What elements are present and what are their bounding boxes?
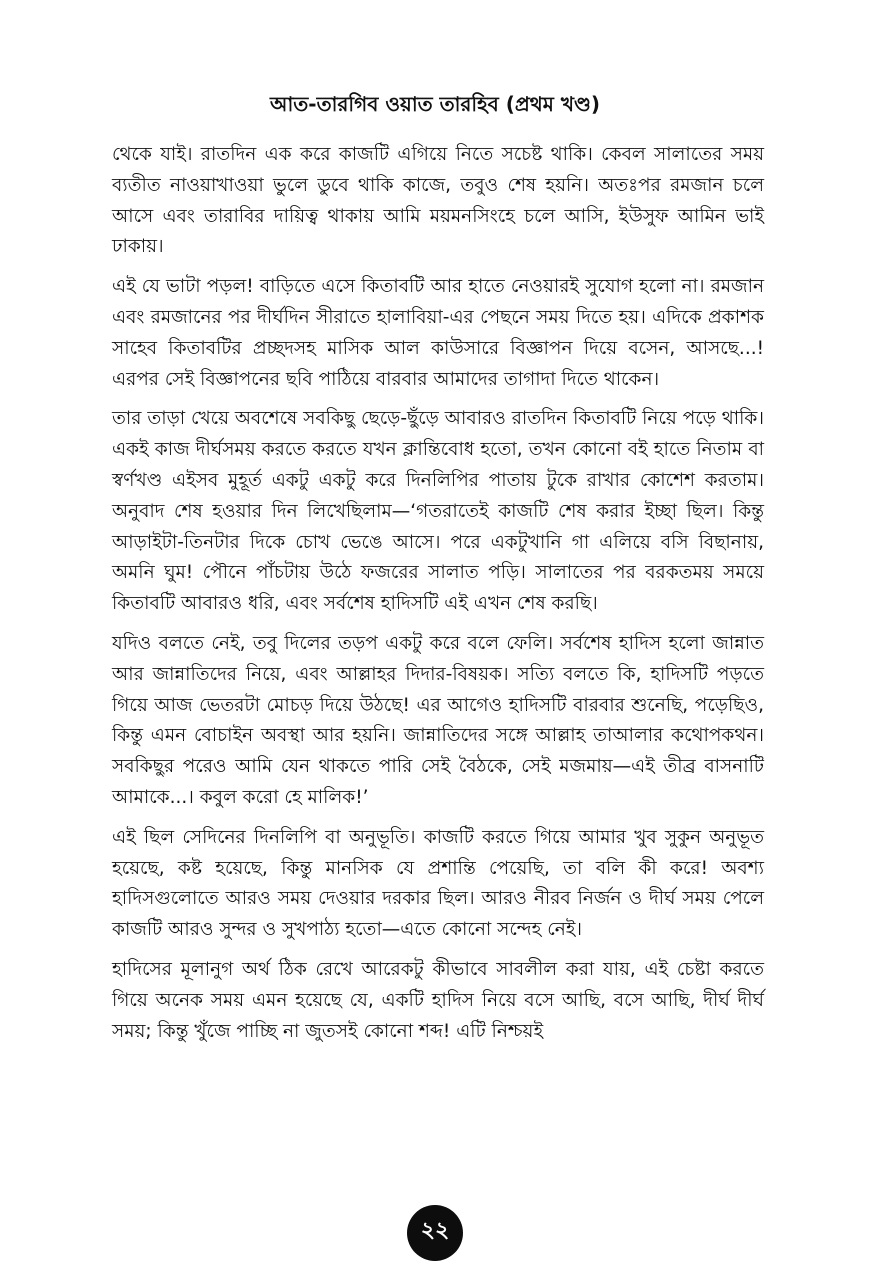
paragraph: তার তাড়া খেয়ে অবশেষে সবকিছু ছেড়ে-ছুঁড়ে আবারও রাতদিন কিতাবটি নিয়ে পড়ে থাকি। একই কাজ দীর্ঘসময় করতে করতে যখন ক্লান্তিবোধ হতো, তখন কোনো বই হাতে নিতাম বা স্বর্ণখণ্ড এইসব মুহূর্ত একটু একটু করে দিনলিপির পাতায় টুকে রাখার কোশেশ করতাম। অনুবাদ শেষ হওয়ার দিন লিখেছিলাম—‘গতরাতেই কাজটি শেষ করার ইচ্ছা ছিল। কিন্তু আড়াইটা-তিনটার দিকে চোখ ভেঙে আসে। পরে একটুখানি গা এলিয়ে বসি বিছানায়, অমনি ঘুম! পৌনে পাঁচটায় উঠে ফজরের সালাত পড়ি। সালাতের পর বরকতময় সময়ে কিতাবটি আবারও ধরি, এবং সর্বশেষ হাদিসটি এই এখন শেষ করছি। xyxy=(112,408,764,615)
paragraph: হাদিসের মূলানুগ অর্থ ঠিক রেখে আরেকটু কীভাবে সাবলীল করা যায়, এই চেষ্টা করতে গিয়ে অনেক সময় এমন হয়েছে যে, একটি হাদিস নিয়ে বসে আছি, বসে আছি, দীর্ঘ দীর্ঘ সময়; কিন্তু খুঁজে পাচ্ছি না জুতসই কোনো শব্দ! এটি নিশ্চয়ই xyxy=(112,958,764,1042)
page-body xyxy=(112,140,764,1056)
page-number-badge: ২২ xyxy=(407,1205,463,1261)
paragraph: থেকে যাই। রাতদিন এক করে কাজটি এগিয়ে নিতে সচেষ্ট থাকি। কেবল সালাতের সময় ব্যতীত নাওয়াখাওয়া ভুলে ডুবে থাকি কাজে, তবুও শেষ হয়নি। অতঃপর রমজান চলে আসে এবং তারাবির দায়িত্ব থাকায় আমি ময়মনসিংহে চলে আসি, ইউসুফ আমিন ভাই ঢাকায়। xyxy=(112,144,764,258)
paragraph: এই যে ভাটা পড়ল! বাড়িতে এসে কিতাবটি আর হাতে নেওয়ারই সুযোগ হলো না। রমজান এবং রমজানের পর দীর্ঘদিন সীরাতে হালাবিয়া-এর পেছনে সময় দিতে হয়। এদিকে প্রকাশক সাহেব কিতাবটির প্রচ্ছদসহ মাসিক আল কাউসারে বিজ্ঞাপন দিয়ে বসেন, আসছে...! এরপর সেই বিজ্ঞাপনের ছবি পাঠিয়ে বারবার আমাদের তাগাদা দিতে থাকেন। xyxy=(112,276,764,390)
paragraph: এই ছিল সেদিনের দিনলিপি বা অনুভূতি। কাজটি করতে গিয়ে আমার খুব সুকুন অনুভূত হয়েছে, কষ্ট হয়েছে, কিন্তু মানসিক যে প্রশান্তি পেয়েছি, তা বলি কী করে! অবশ্য হাদিসগুলোতে আরও সময় দেওয়ার দরকার ছিল। আরও নীরব নির্জন ও দীর্ঘ সময় পেলে কাজটি আরও সুন্দর ও সুখপাঠ্য হতো—এতে কোনো সন্দেহ নেই। xyxy=(112,826,764,941)
paragraph: যদিও বলতে নেই, তবু দিলের তড়প একটু করে বলে ফেলি। সর্বশেষ হাদিস হলো জান্নাত আর জান্নাতিদের নিয়ে, এবং আল্লাহর দিদার-বিষয়ক। সত্যি বলতে কি, হাদিসটি পড়তে গিয়ে আজ ভেতরটা মোচড় দিয়ে উঠছে! এর আগেও হাদিসটি বারবার শুনেছি, পড়েছিও, কিন্তু এমন বোচাইন অবস্থা আর হয়নি। জান্নাতিদের সঙ্গে আল্লাহ তাআলার কথোপকথন। সবকিছুর পরেও আমি যেন থাকতে পারি সেই বৈঠকে, সেই মজমায়—এই তীব্র বাসনাটি আমাকে...। কবুল করো হে মালিক!’ xyxy=(112,632,764,808)
page-header-title: আত-তারগিব ওয়াত তারহিব (প্রথম খণ্ড) xyxy=(269,92,601,116)
